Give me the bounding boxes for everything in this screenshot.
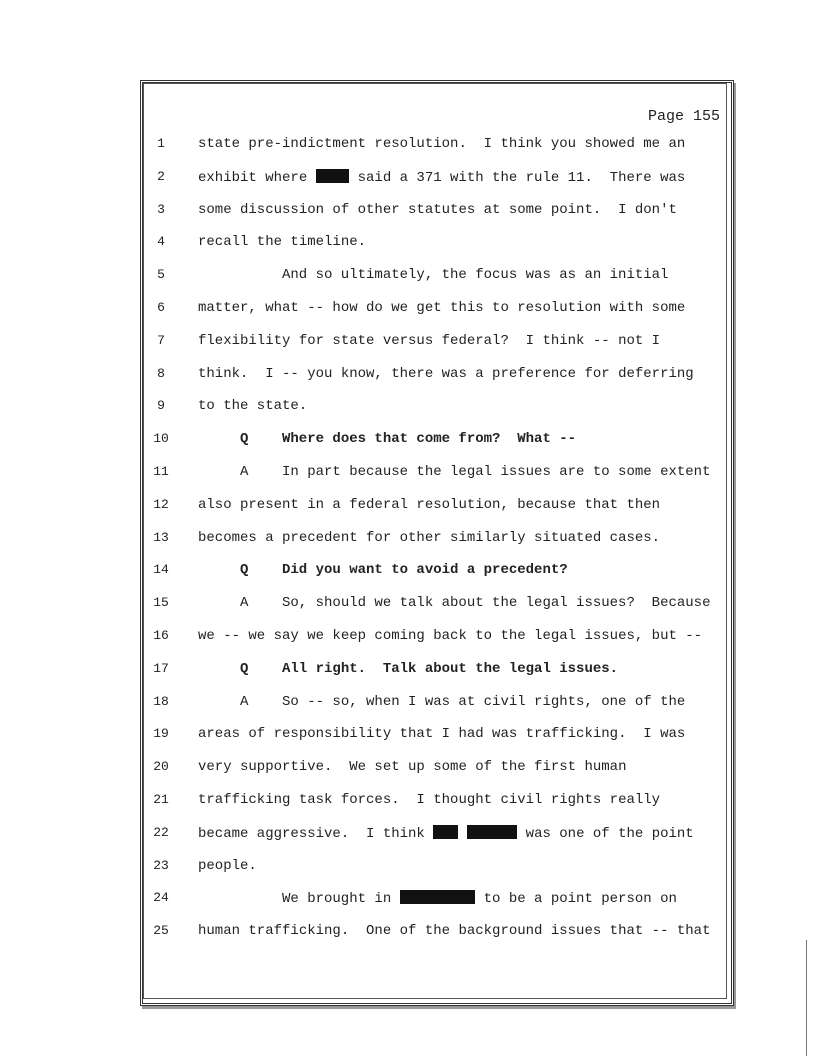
line-number: 11 — [153, 464, 169, 479]
line-number: 8 — [157, 365, 165, 381]
line-text — [198, 366, 694, 382]
text-segment: human trafficking. One of the background issues that -- that — [198, 923, 711, 940]
transcript-line — [0, 366, 816, 386]
line-text — [240, 464, 710, 480]
line-text — [198, 169, 685, 186]
transcript-line — [0, 858, 816, 878]
transcript-line — [0, 497, 816, 517]
text-segment: A So -- so, when I was at civil rights, one of the — [240, 693, 686, 710]
text-segment: to the state. — [198, 398, 308, 415]
line-text — [198, 136, 685, 152]
transcript-line — [0, 464, 816, 484]
text-segment: trafficking task forces. I thought civil rights really — [198, 792, 661, 808]
text-segment: Q Did you want to avoid a precedent? — [240, 562, 568, 579]
transcript-line — [0, 628, 816, 648]
line-number: 12 — [153, 496, 169, 512]
text-segment — [458, 826, 466, 842]
text-segment: state pre-indictment resolution. I think you showed me an — [198, 136, 686, 152]
transcript-line — [0, 890, 816, 910]
question-text — [240, 661, 618, 677]
line-text — [198, 628, 702, 644]
text-segment: very supportive. We set up some of the first human — [198, 759, 627, 776]
line-text — [240, 595, 710, 611]
line-text — [240, 694, 685, 710]
line-number: 1 — [157, 136, 165, 151]
redaction-block — [433, 825, 458, 839]
redaction-block — [400, 890, 476, 904]
transcript-line — [0, 267, 816, 287]
text-segment: matter, what -- how do we get this to resolution with some — [198, 300, 686, 316]
transcript-line — [0, 136, 816, 156]
line-number: 22 — [153, 824, 169, 840]
text-segment: A So, should we talk about the legal issues? Because — [240, 595, 711, 612]
transcript-line — [0, 595, 816, 615]
text-segment: We brought in — [282, 891, 400, 908]
line-number: 19 — [153, 726, 169, 742]
line-number: 15 — [153, 595, 169, 611]
line-number: 20 — [153, 759, 169, 775]
line-number: 23 — [153, 857, 169, 873]
text-segment: was one of the point — [517, 825, 694, 842]
text-segment: think. I -- you know, there was a preference for deferring — [198, 365, 694, 382]
text-segment: Q Where does that come from? What -- — [240, 431, 577, 448]
text-segment: said a 371 with the rule 11. There was — [349, 169, 686, 186]
line-number: 4 — [157, 234, 165, 250]
transcript-line — [0, 923, 816, 943]
line-number: 2 — [157, 168, 165, 184]
text-segment: some discussion of other statutes at some point. I don't — [198, 201, 677, 218]
transcript-line — [0, 530, 816, 550]
line-text — [198, 530, 660, 546]
text-segment: also present in a federal resolution, because that then — [198, 496, 661, 513]
line-text — [198, 234, 366, 250]
text-segment: became aggressive. I think — [198, 825, 434, 842]
line-number: 21 — [153, 792, 169, 807]
line-text — [282, 890, 677, 907]
transcript-line — [0, 333, 816, 353]
line-text — [198, 858, 257, 874]
redaction-block — [316, 169, 350, 183]
line-text — [282, 267, 668, 283]
transcript-line — [0, 202, 816, 222]
transcript-line — [0, 562, 816, 582]
text-segment: areas of responsibility that I had was trafficking. I was — [198, 726, 686, 743]
line-number: 7 — [157, 332, 165, 348]
text-segment: people. — [198, 857, 257, 874]
text-segment: A In part because the legal issues are to some extent — [240, 464, 711, 480]
transcript-line — [0, 661, 816, 681]
line-number: 25 — [153, 923, 169, 939]
line-number: 14 — [153, 562, 169, 578]
transcript-line — [0, 398, 816, 418]
line-number: 5 — [157, 267, 165, 283]
line-text — [198, 300, 685, 316]
text-segment: becomes a precedent for other similarly situated cases. — [198, 529, 661, 546]
line-text — [198, 825, 694, 842]
line-number: 6 — [157, 300, 165, 315]
line-text — [198, 792, 660, 808]
transcript-line — [0, 300, 816, 320]
line-number: 3 — [157, 201, 165, 217]
line-number: 16 — [153, 628, 169, 643]
line-text — [198, 726, 685, 742]
transcript-line — [0, 825, 816, 845]
question-text — [240, 431, 576, 447]
text-segment: And so ultimately, the focus was as an initial — [282, 267, 669, 284]
text-segment: we -- we say we keep coming back to the legal issues, but -- — [198, 628, 703, 644]
transcript-line — [0, 431, 816, 451]
transcript-line — [0, 234, 816, 254]
text-segment: recall the timeline. — [198, 234, 367, 251]
line-number: 9 — [157, 398, 165, 414]
text-segment: Q All right. Talk about the legal issues. — [240, 660, 619, 677]
transcript-line — [0, 726, 816, 746]
question-text — [240, 562, 568, 578]
transcript-line — [0, 694, 816, 714]
line-number: 18 — [153, 693, 169, 709]
text-segment: to be a point person on — [475, 891, 677, 908]
text-segment: exhibit where — [198, 169, 316, 186]
line-number: 24 — [153, 890, 169, 906]
transcript-line — [0, 759, 816, 779]
page-number: Page 155 — [647, 108, 720, 125]
line-number: 10 — [153, 431, 169, 447]
line-text — [198, 923, 710, 939]
line-number: 13 — [153, 529, 169, 545]
line-text — [198, 202, 677, 218]
transcript-line — [0, 169, 816, 189]
line-text — [198, 759, 626, 775]
line-text — [198, 333, 660, 349]
redaction-block — [467, 825, 517, 839]
transcript-line — [0, 792, 816, 812]
line-text — [198, 398, 307, 414]
line-text — [198, 497, 660, 513]
scan-edge — [806, 940, 807, 1056]
line-number: 17 — [153, 660, 169, 676]
text-segment: flexibility for state versus federal? I think -- not I — [198, 332, 661, 349]
